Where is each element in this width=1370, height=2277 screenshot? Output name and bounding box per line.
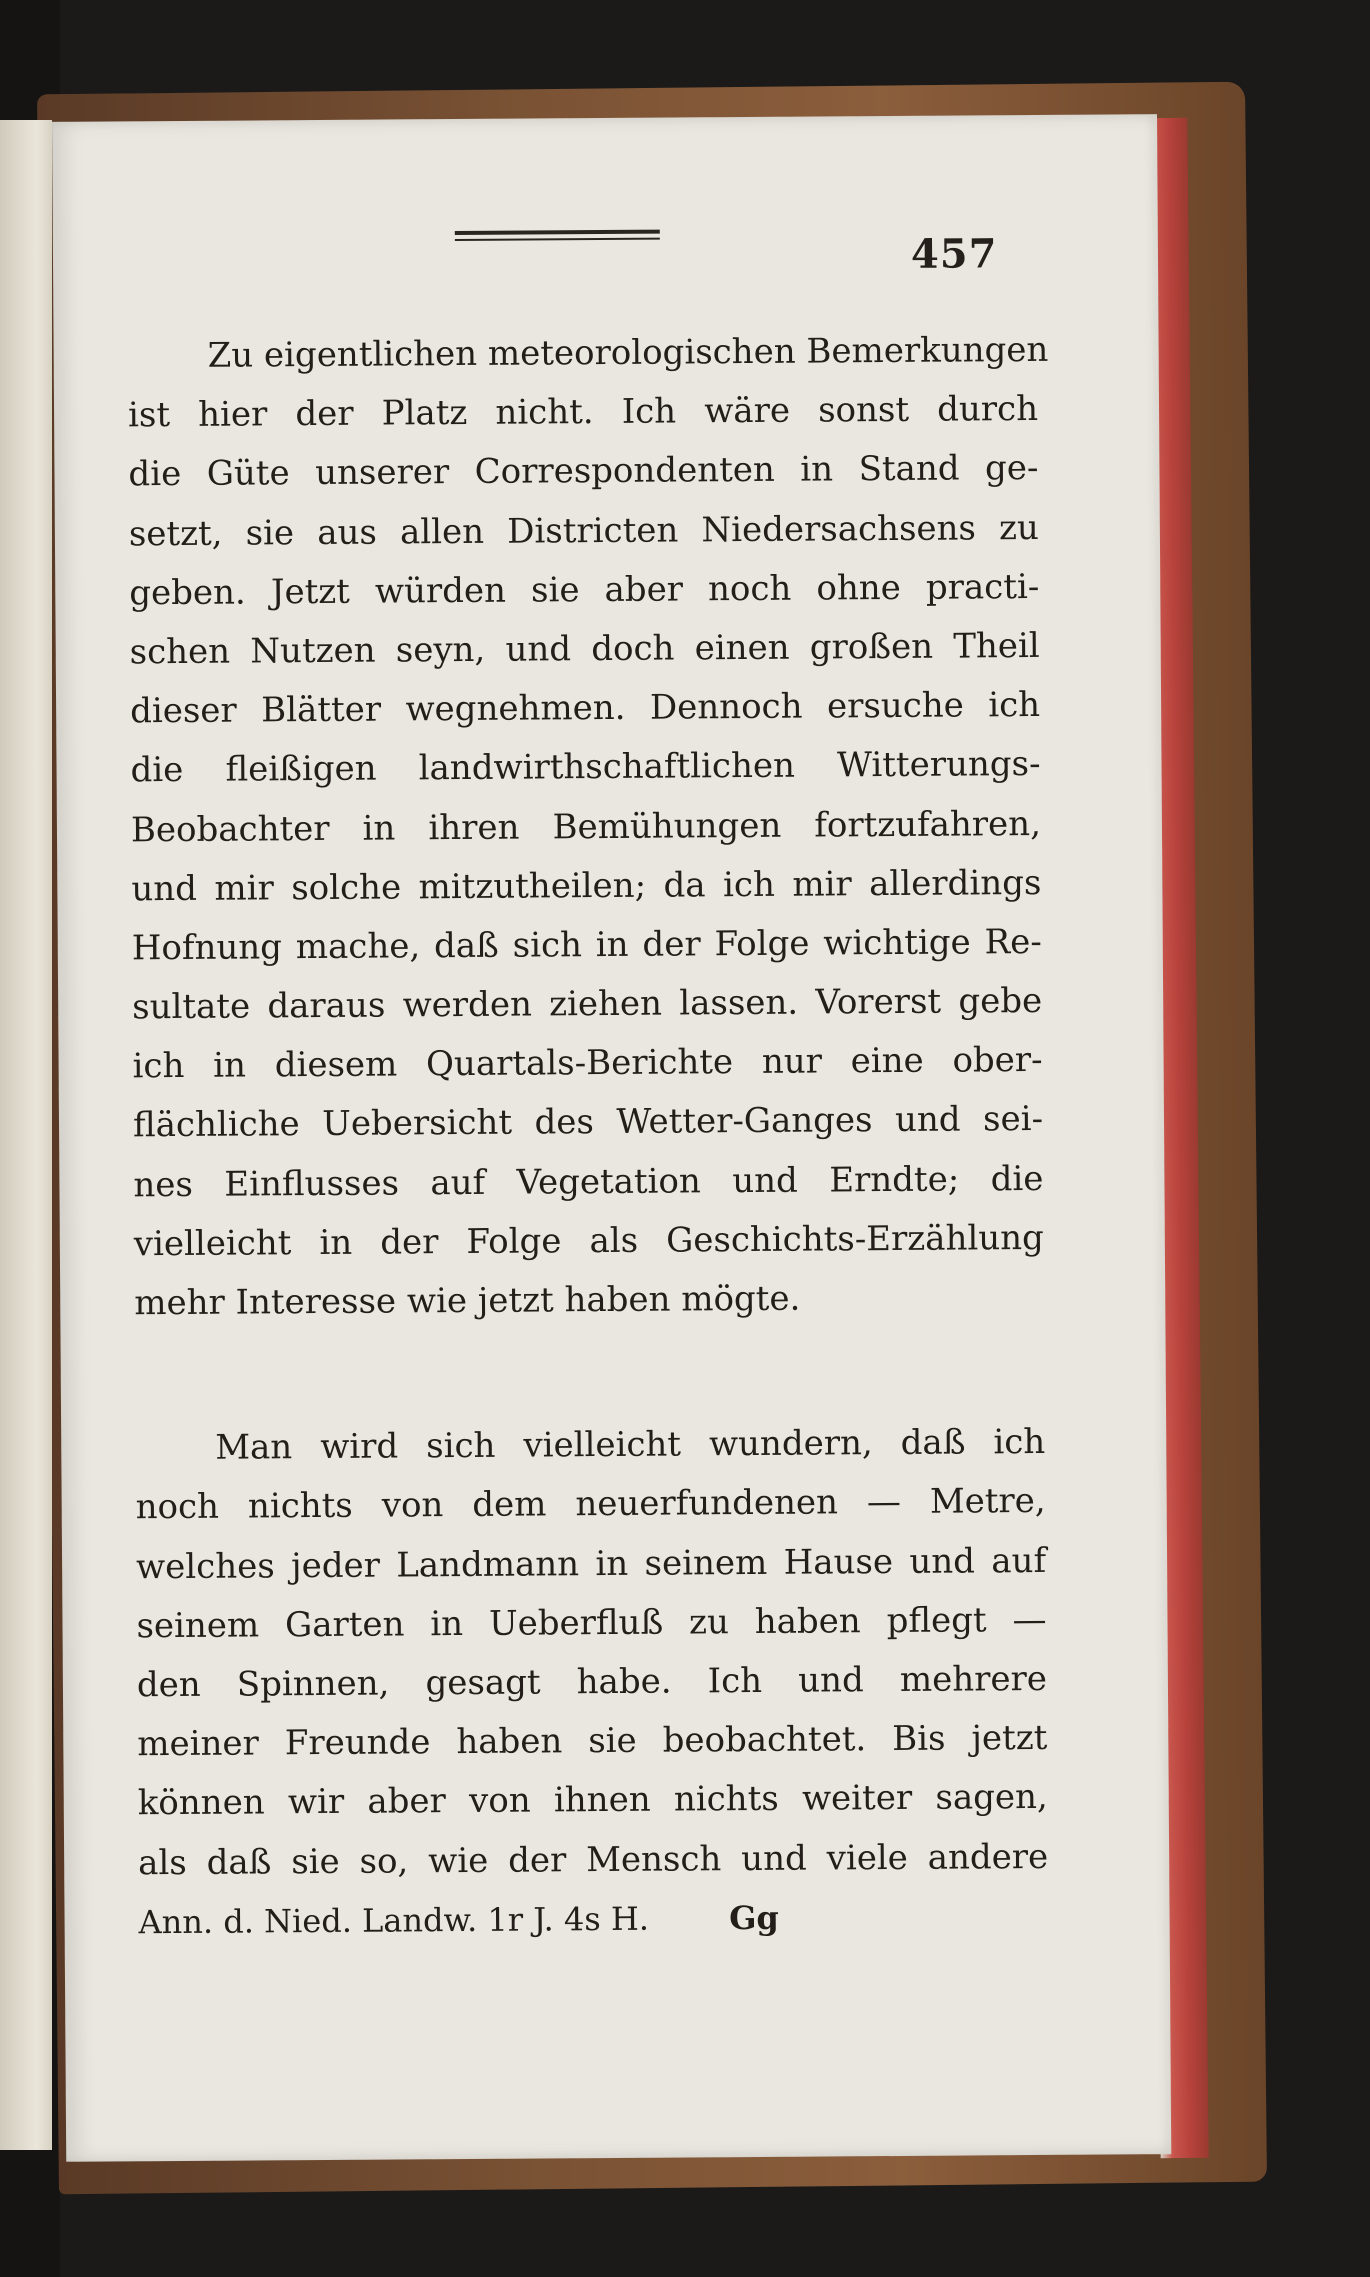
- paragraph-2: [135, 1413, 1048, 1893]
- page-footer: [138, 1887, 1048, 1952]
- text-line: ich in diesem Quartals-Berichte nur eine ober-: [132, 1040, 1043, 1087]
- facing-page-edge: [0, 120, 52, 2150]
- footer-citation: Ann. d. Nied. Landw. 1r J. 4s H.: [138, 1899, 650, 1941]
- text-line: vielleicht in der Folge als Geschichts-Erzählung: [133, 1217, 1044, 1265]
- body-text: [127, 321, 1048, 1952]
- text-line: den Spinnen, gesagt habe. Ich und mehrere: [136, 1658, 1048, 1706]
- text-line: mehr Interesse wie jetzt haben mögte.: [134, 1278, 801, 1324]
- paragraph-1: [127, 321, 1049, 1334]
- text-line: als daß sie so, wie der Mensch und viele andere: [138, 1836, 1049, 1883]
- page-number: 457: [910, 230, 998, 278]
- text-line: meiner Freunde haben sie beobachtet. Bis jetzt: [137, 1718, 1048, 1765]
- header-rule: [455, 230, 660, 241]
- text-line: Hofnung mache, daß sich in der Folge wichtige Re-: [131, 921, 1042, 969]
- text-line: welches jeder Landmann in seinem Hause und auf: [135, 1540, 1047, 1587]
- text-line: geben. Jetzt würden sie aber noch ohne practi-: [129, 566, 1040, 614]
- text-line: Zu eigentlichen meteorologischen Bemerkungen: [207, 329, 1049, 376]
- text-line: nes Einflusses auf Vegetation und Erndte; die: [133, 1158, 1044, 1205]
- text-line: und mir solche mitzutheilen; da ich mir allerdings: [131, 862, 1042, 910]
- header-rule-thick: [455, 230, 660, 235]
- text-line: seinem Garten in Ueberfluß zu haben pflegt —: [136, 1599, 1047, 1647]
- text-line: die fleißigen landwirthschaftlichen Witterungs-: [130, 744, 1041, 791]
- text-line: noch nichts von dem neuerfundenen — Metre,: [135, 1481, 1046, 1528]
- paragraph-gap: [134, 1327, 1045, 1419]
- text-line: flächliche Uebersicht des Wetter-Ganges und sei-: [132, 1099, 1044, 1146]
- text-line: schen Nutzen seyn, und doch einen großen Theil: [129, 625, 1040, 673]
- signature-mark: Gg: [729, 1898, 779, 1937]
- text-line: setzt, sie aus allen Districten Niedersachsens zu: [128, 507, 1040, 554]
- text-line: ist hier der Platz nicht. Ich wäre sonst durch: [127, 389, 1039, 436]
- text-line: dieser Blätter wegnehmen. Dennoch ersuche ich: [129, 685, 1041, 732]
- book-page: [52, 114, 1171, 2162]
- header-rule-thin: [455, 238, 660, 241]
- text-line: können wir aber von ihnen nichts weiter sagen,: [137, 1777, 1048, 1824]
- text-line: sultate daraus werden ziehen lassen. Vorerst gebe: [132, 981, 1043, 1028]
- text-line: Man wird sich vielleicht wundern, daß ich: [215, 1422, 1046, 1468]
- text-line: Beobachter in ihren Bemühungen fortzufahren,: [130, 803, 1042, 850]
- text-line: die Güte unserer Correspondenten in Stand ge-: [128, 448, 1039, 495]
